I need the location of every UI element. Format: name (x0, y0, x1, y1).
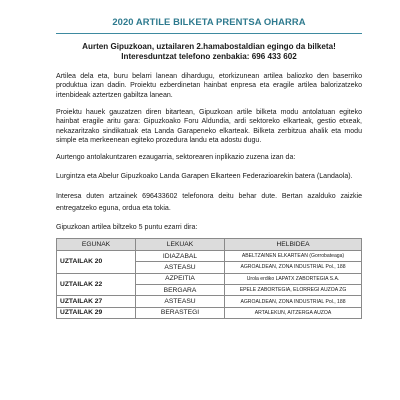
address-cell: ARTALEKUN, AITZERGA AUZOA (225, 307, 362, 318)
place-cell: ASTEASU (136, 296, 225, 307)
day-cell: UZTAILAK 22 (57, 273, 136, 296)
place-cell: IDIAZABAL (136, 250, 225, 261)
address-cell: AGROALDEAN, ZONA INDUSTRIAL Pol., 188 (225, 262, 362, 273)
table-row (57, 296, 362, 307)
place-cell: ASTEASU (136, 262, 225, 273)
document-title: 2020 ARTILE BILKETA PRENTSA OHARRA (112, 16, 306, 27)
paragraph-6: Gipuzkoan artilea biltzeko 5 puntu ezarri dira: (56, 224, 198, 232)
paragraph-5: Interesa duten artzainek 696433602 telefonora deitu behar dute. Bertan azalduko zaizkie entregatzeko eguna, ordua eta tokia. (56, 192, 362, 213)
header-places: LEKUAK (136, 239, 225, 250)
header-days: EGUNAK (57, 239, 136, 250)
table-header-row (57, 239, 362, 250)
place-cell: BERASTEGI (136, 307, 225, 318)
table-row (57, 273, 362, 284)
header-address: HELBIDEA (225, 239, 362, 250)
paragraph-1: Artilea dela eta, buru belarri lanean dihardugu, etorkizunean artilea baliozko den baserriko produktua izan dadin. Proiektu ezberdinetan hainbat enpresa eta eragile artilea balorizatzeko irtenbideak aztertzen gabiltza lanean. (56, 72, 362, 99)
subheading-line-1: Aurten Gipuzkoan, uztailaren 2.hamabostaldian egingo da bilketa! (82, 42, 336, 51)
day-cell: UZTAILAK 27 (57, 296, 136, 307)
title-divider (56, 33, 362, 34)
subheading (56, 42, 362, 63)
table-row (57, 307, 362, 318)
paragraph-3: Aurtengo antolakuntzaren ezaugarria, sektorearen inplikazio zuzena izan da: (56, 153, 296, 161)
place-cell: AZPEITIA (136, 273, 225, 284)
paragraph-2: Proiektu hauek gauzatzen diren bitartean, Gipuzkoan artile bilketa modu antolatuan egiteko hainbat eragile aritu gara: Gipuzkoako Foru Aldundia, ardi sektoreko elkarteak, gestio etxeak, nekazaritzako sindikatuak eta Landa Garapeneko elkarteak. Bilketa zerbitzua ahalik eta modu simple eta merkeenean egiteko prozedura landu eta adostu dugu. (56, 109, 362, 145)
day-cell: UZTAILAK 20 (57, 250, 136, 273)
place-cell: BERGARA (136, 285, 225, 296)
paragraph-4: Lurgintza eta Abelur Gipuzkoako Landa Garapen Elkarteen Federazioarekin batera (Landaola). (56, 173, 353, 181)
collection-points-table (56, 238, 362, 319)
address-cell: EPELE ZABORTEGIA, ELORREGI AUZOA ZG (225, 285, 362, 296)
address-cell: Urola erdiko LAPATX ZABORTEGIA S.A. (225, 273, 362, 284)
address-cell: ABELTZAINEN ELKARTEAN (Gorrobateaga) (225, 250, 362, 261)
table-row (57, 250, 362, 261)
subheading-line-2: Interesduntzat telefono zenbakia: 696 433 602 (121, 52, 297, 62)
day-cell: UZTAILAK 29 (57, 307, 136, 318)
address-cell: AGROALDEAN, ZONA INDUSTRIAL Pol., 188 (225, 296, 362, 307)
